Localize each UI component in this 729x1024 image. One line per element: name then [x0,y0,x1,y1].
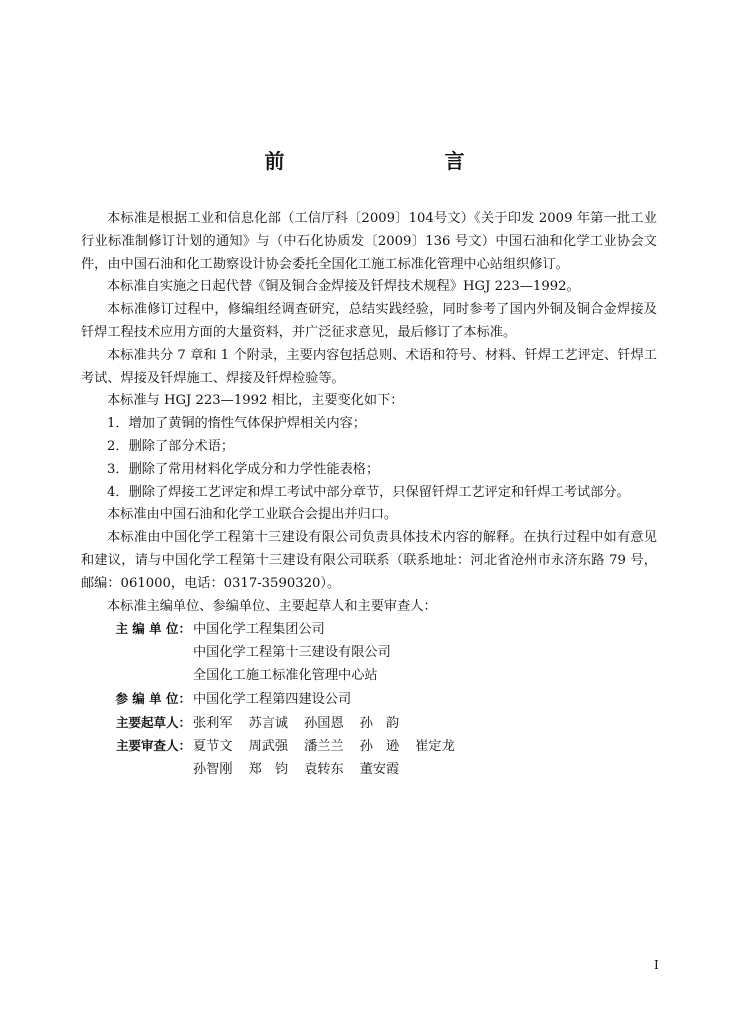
list-item: 4．删除了焊接工艺评定和焊工考试中部分章节，只保留钎焊工艺评定和钎焊工考试部分。 [107,484,630,500]
person-name: 崔定龙 [415,739,455,755]
reviewers-list [191,759,415,782]
page-number: I [654,958,659,972]
drafters-list [191,713,415,736]
chief-unit-row [81,642,657,665]
person-name: 袁转东 [304,762,344,778]
chief-unit: 全国化工施工标准化管理中心站 [193,667,378,683]
paragraph: 本标准主编单位、参编单位、主要起草人和主要审查人： [107,598,437,614]
reviewers-row [81,759,657,782]
paragraph: 本标准是根据工业和信息化部（工信厅科〔2009〕104号文）《关于印发 2009 年第一批工业行业标准制修订计划的通知》与（中石化协质发〔2009〕136 号文）中国石油和化学工业协会文件，由中国石油和化工勘察设计协会委托全国化工施工标准化管理中心站组织修订。 [81,211,657,272]
paragraph: 本标准修订过程中，修编组经调查研究，总结实践经验，同时参考了国内外铜及铜合金焊接及钎焊工程技术应用方面的大量资料，并广泛征求意见，最后修订了本标准。 [81,302,657,340]
participating-unit-row [81,688,657,712]
reviewers-row [81,735,657,759]
participating-unit: 中国化学工程第四建设公司 [193,691,352,707]
list-item: 2．删除了部分术语； [107,438,235,454]
person-name: 孙智刚 [193,762,233,778]
chief-unit-row [81,618,657,642]
paragraph: 本标准自实施之日起代替《铜及铜合金焊接及钎焊技术规程》HGJ 223—1992。 [107,279,580,295]
person-name: 周武强 [248,739,289,755]
paragraph: 本标准由中国化学工程第十三建设有限公司负责具体技术内容的解释。在执行过程中如有意见和建议，请与中国化学工程第十三建设有限公司联系（联系地址：河北省沧州市永济东路 79 号，邮编：061000，电话：0317-3590320）。 [81,530,657,591]
page-title: 前 言 [264,149,505,173]
person-name: 孙 逊 [359,739,400,755]
drafters-row [81,712,657,736]
chief-unit: 中国化学工程集团公司 [193,622,325,638]
list-item: 1．增加了黄铜的惰性气体保护焊相关内容； [107,416,366,432]
person-name: 张利军 [193,715,233,731]
person-name: 董安霞 [359,762,400,778]
document-body [81,208,657,782]
person-name: 郑 钧 [248,762,289,778]
person-name: 潘兰兰 [304,739,344,755]
drafters-label: 主要起草人： [115,714,191,730]
paragraph: 本标准与 HGJ 223—1992 相比，主要变化如下： [107,393,404,409]
chief-unit: 中国化学工程第十三建设有限公司 [193,645,391,661]
participating-unit-label: 参 编 单 位： [115,690,191,706]
paragraph: 本标准由中国石油和化学工业联合会提出并归口。 [107,507,398,523]
paragraph: 本标准共分 7 章和 1 个附录，主要内容包括总则、术语和符号、材料、钎焊工艺评定、钎焊工考试、焊接及钎焊施工、焊接及钎焊检验等。 [81,347,657,386]
person-name: 夏节文 [193,739,233,755]
chief-unit-row [81,665,657,688]
chief-unit-label: 主 编 单 位： [115,621,191,637]
reviewers-list [191,736,471,759]
person-name: 苏言诚 [248,715,289,731]
list-item: 3．删除了常用材料化学成分和力学性能表格； [107,461,380,477]
reviewers-label: 主要审查人： [115,738,191,754]
person-name: 孙国恩 [304,715,344,731]
person-name: 孙 韵 [359,715,400,731]
